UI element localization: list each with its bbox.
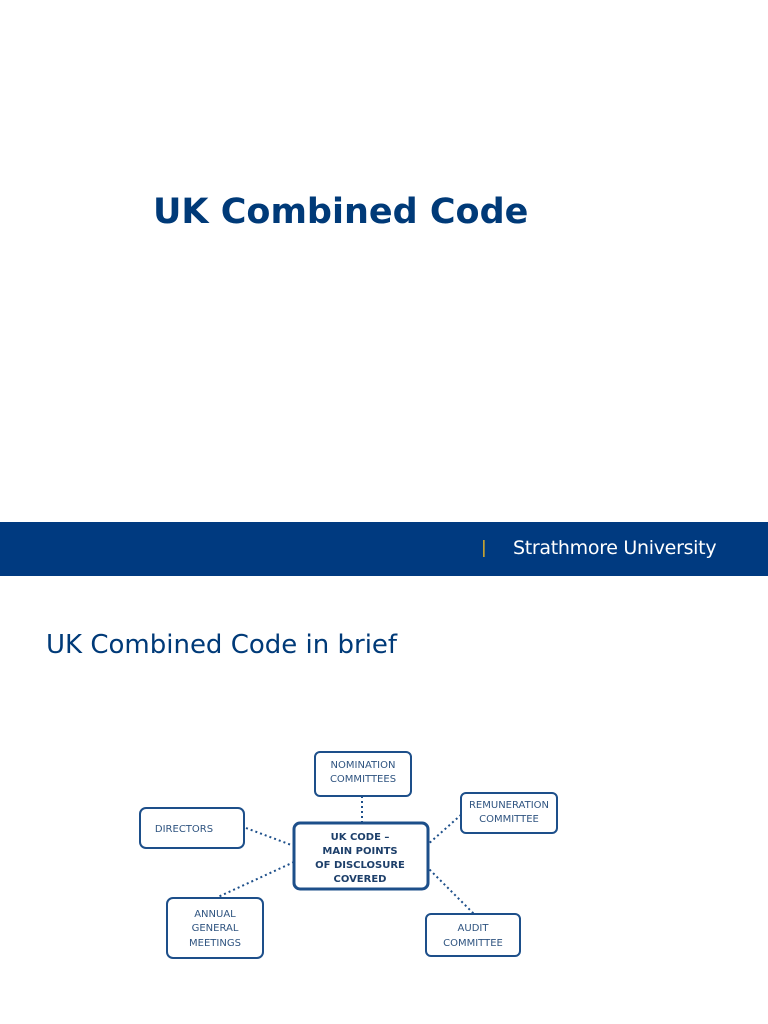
nomination-line-1: NOMINATION [330, 760, 396, 771]
node-audit [426, 914, 520, 956]
agm-line-1: ANNUAL [194, 909, 236, 920]
agm-line-2: GENERAL [191, 923, 239, 934]
node-directors [140, 808, 244, 848]
connector-directors [246, 828, 294, 846]
node-agm [167, 898, 263, 958]
center-line-1: UK CODE – [330, 832, 390, 843]
connector-remuneration [426, 814, 462, 846]
audit-line-2: COMMITTEE [443, 938, 503, 949]
connector-audit [426, 866, 474, 914]
center-line-3: OF DISCLOSURE [315, 860, 405, 871]
connector-agm [218, 862, 294, 897]
directors-line-1: DIRECTORS [154, 824, 214, 835]
node-remuneration [461, 793, 557, 833]
content-slide-title: UK Combined Code in brief [46, 630, 398, 660]
remuneration-line-2: COMMITTEE [479, 814, 539, 825]
node-center [294, 823, 428, 889]
audit-line-1: AUDIT [457, 923, 489, 934]
remuneration-line-1: REMUNERATION [468, 800, 550, 811]
agm-line-3: MEETINGS [189, 938, 241, 949]
slide-title: UK Combined Code [153, 192, 529, 232]
footer-institution: Strathmore University [513, 537, 717, 559]
node-nomination [315, 752, 411, 796]
nomination-line-2: COMMITTEES [329, 774, 397, 785]
footer-separator: | [481, 538, 487, 558]
center-line-4: COVERED [333, 874, 387, 885]
center-line-2: MAIN POINTS [322, 846, 398, 857]
